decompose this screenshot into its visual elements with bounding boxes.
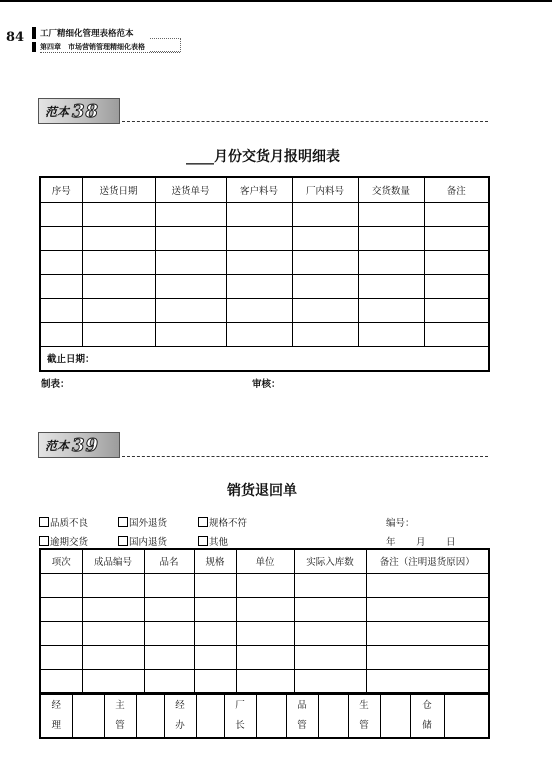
option-label: 国内退货 [129,537,168,548]
option-overdue-delivery[interactable] [39,534,88,548]
column-header: 客户料号 [226,177,292,202]
form-title: ____月份交货月报明细表 [186,149,340,165]
table-cell[interactable] [40,298,82,322]
table-cell[interactable] [40,322,82,346]
running-header-title: 工厂精细化管理表格范本 [40,29,134,39]
sig-blank[interactable] [444,694,489,738]
table-cell[interactable] [236,621,294,645]
cutoff-date-label[interactable]: 截止日期： [40,346,489,371]
table-row [40,322,489,346]
table-cell[interactable] [194,573,236,597]
table-row [40,669,489,693]
sig-title-production [348,694,380,738]
table-cell[interactable] [82,669,144,693]
table-cell[interactable] [82,274,155,298]
table-cell[interactable] [82,202,155,226]
table-cell[interactable] [40,597,82,621]
maker-label: 制表： [41,379,70,390]
table-cell[interactable] [82,645,144,669]
sig-char: 经 [175,700,185,711]
table-cell[interactable] [40,669,82,693]
table-cell[interactable] [424,226,489,250]
table-cell[interactable] [366,669,489,693]
column-header: 交货数量 [358,177,424,202]
table-cell[interactable] [292,226,358,250]
option-other[interactable] [198,534,228,548]
table-cell[interactable] [82,597,144,621]
table-row [40,274,489,298]
sig-char: 经 [51,700,61,711]
table-cell[interactable] [194,597,236,621]
column-header: 送货单号 [155,177,226,202]
table-cell[interactable] [424,274,489,298]
section-dashed-rule [122,121,488,122]
section-dashed-rule [122,456,488,457]
sig-title-factory-director [224,694,256,738]
sig-char: 储 [422,720,432,731]
option-label: 品质不良 [50,518,89,529]
table-cell[interactable] [155,322,226,346]
table-cell[interactable] [358,250,424,274]
table-cell[interactable] [82,298,155,322]
top-rule [0,0,552,2]
delivery-monthly-table [39,176,490,372]
sig-char: 理 [51,720,61,731]
option-label: 逾期交货 [50,537,89,548]
column-header: 品名 [144,549,194,573]
table-row [40,573,489,597]
table-cell[interactable] [292,202,358,226]
table-cell[interactable] [82,250,155,274]
table-row [40,597,489,621]
table-cell[interactable] [144,621,194,645]
table-cell[interactable] [82,322,155,346]
table-cell[interactable] [40,645,82,669]
table-cell[interactable] [144,573,194,597]
table-cell[interactable] [236,573,294,597]
column-header: 成品编号 [82,549,144,573]
table-row [40,202,489,226]
table-cell[interactable] [424,298,489,322]
table-cell[interactable] [194,669,236,693]
sig-char: 办 [175,720,185,731]
sig-char: 厂 [235,700,245,711]
column-header: 厂内料号 [292,177,358,202]
table-cell[interactable] [366,621,489,645]
table-cell[interactable] [155,202,226,226]
table-row [40,226,489,250]
table-cell[interactable] [226,226,292,250]
table-cell[interactable] [82,621,144,645]
table-cell[interactable] [144,669,194,693]
sig-title-manager [40,694,72,738]
column-header: 备注 [424,177,489,202]
table-cell[interactable] [40,226,82,250]
table-cell[interactable] [292,250,358,274]
table-cell[interactable] [226,274,292,298]
table-cell[interactable] [194,645,236,669]
column-header: 备注（注明退货原因） [366,549,489,573]
table-cell[interactable] [294,669,366,693]
table-cell[interactable] [294,573,366,597]
table-cell[interactable] [40,202,82,226]
sig-blank[interactable] [256,694,286,738]
table-cell[interactable] [294,645,366,669]
date-day-label: 日 [446,537,456,548]
running-header-chapter: 第四章 市场营销管理精细化表格 [40,43,145,51]
table-cell[interactable] [40,573,82,597]
checkbox[interactable] [39,517,49,527]
table-cell[interactable] [40,274,82,298]
option-quality-defect[interactable] [39,515,88,529]
table-cell[interactable] [226,322,292,346]
header-marker [32,27,36,39]
signature-row [39,693,490,739]
table-cell[interactable] [292,322,358,346]
table-cell[interactable] [366,597,489,621]
table-cell[interactable] [358,202,424,226]
table-row [40,645,489,669]
sig-title-handler [164,694,196,738]
table-cell[interactable] [366,645,489,669]
table-cell[interactable] [144,597,194,621]
cutoff-row [40,346,489,371]
table-cell[interactable] [226,202,292,226]
table-cell[interactable] [155,274,226,298]
option-label: 规格不符 [209,518,248,529]
option-label: 其他 [209,537,229,548]
table-cell[interactable] [40,250,82,274]
table-cell[interactable] [236,597,294,621]
table-cell[interactable] [292,298,358,322]
table-cell[interactable] [226,298,292,322]
table-cell[interactable] [236,645,294,669]
table-cell[interactable] [155,226,226,250]
checkbox[interactable] [118,536,128,546]
sig-char: 仓 [422,700,432,711]
reviewer-label: 审核： [252,379,281,390]
sig-char: 生 [359,700,369,711]
sig-char: 管 [359,720,369,731]
table-cell[interactable] [424,322,489,346]
sig-blank[interactable] [196,694,224,738]
sig-char: 主 [115,700,125,711]
sig-blank[interactable] [72,694,104,738]
sig-char: 管 [115,720,125,731]
sig-title-supervisor [104,694,136,738]
badge-label: 范本 [45,438,70,453]
header-marker [32,42,36,52]
template-badge-38 [38,98,120,124]
badge-number: 38 [72,100,100,122]
sales-return-table [39,548,490,694]
header-dotted-rule [40,52,180,53]
option-spec-mismatch[interactable] [198,515,247,529]
table-cell[interactable] [155,298,226,322]
sig-char: 品 [297,700,307,711]
table-row [40,298,489,322]
checkbox[interactable] [118,517,128,527]
column-header: 单位 [236,549,294,573]
column-header: 实际入库数 [294,549,366,573]
table-cell[interactable] [194,621,236,645]
option-domestic-return[interactable] [118,534,167,548]
sig-char: 管 [297,720,307,731]
table-header-row [40,549,489,573]
table-header-row [40,177,489,202]
column-header: 序号 [40,177,82,202]
table-cell[interactable] [358,274,424,298]
table-cell[interactable] [82,573,144,597]
table-cell[interactable] [236,669,294,693]
template-badge-39 [38,432,120,458]
table-cell[interactable] [292,274,358,298]
sig-blank[interactable] [318,694,348,738]
table-row [40,250,489,274]
column-header: 送货日期 [82,177,155,202]
form-title: 销货退回单 [227,483,297,499]
table-cell[interactable] [155,250,226,274]
header-dotted-box [150,38,181,52]
sig-title-warehouse [410,694,444,738]
sig-title-quality [286,694,318,738]
date-month-label: 月 [416,537,426,548]
checkbox[interactable] [39,536,49,546]
checkbox[interactable] [198,517,208,527]
sig-blank[interactable] [136,694,164,738]
table-cell[interactable] [294,621,366,645]
table-cell[interactable] [144,645,194,669]
option-foreign-return[interactable] [118,515,167,529]
date-year-label: 年 [386,537,396,548]
sig-char: 长 [235,720,245,731]
table-cell[interactable] [82,226,155,250]
badge-label: 范本 [45,104,70,119]
table-cell[interactable] [424,250,489,274]
column-header: 项次 [40,549,82,573]
number-label: 编号： [386,518,415,529]
table-cell[interactable] [294,597,366,621]
table-cell[interactable] [40,621,82,645]
badge-number: 39 [72,434,100,456]
table-cell[interactable] [358,322,424,346]
sig-blank[interactable] [380,694,410,738]
table-cell[interactable] [366,573,489,597]
table-cell[interactable] [226,250,292,274]
table-cell[interactable] [358,298,424,322]
table-cell[interactable] [424,202,489,226]
table-row [40,621,489,645]
column-header: 规格 [194,549,236,573]
checkbox[interactable] [198,536,208,546]
page-number: 84 [6,30,25,45]
option-label: 国外退货 [129,518,168,529]
table-cell[interactable] [358,226,424,250]
